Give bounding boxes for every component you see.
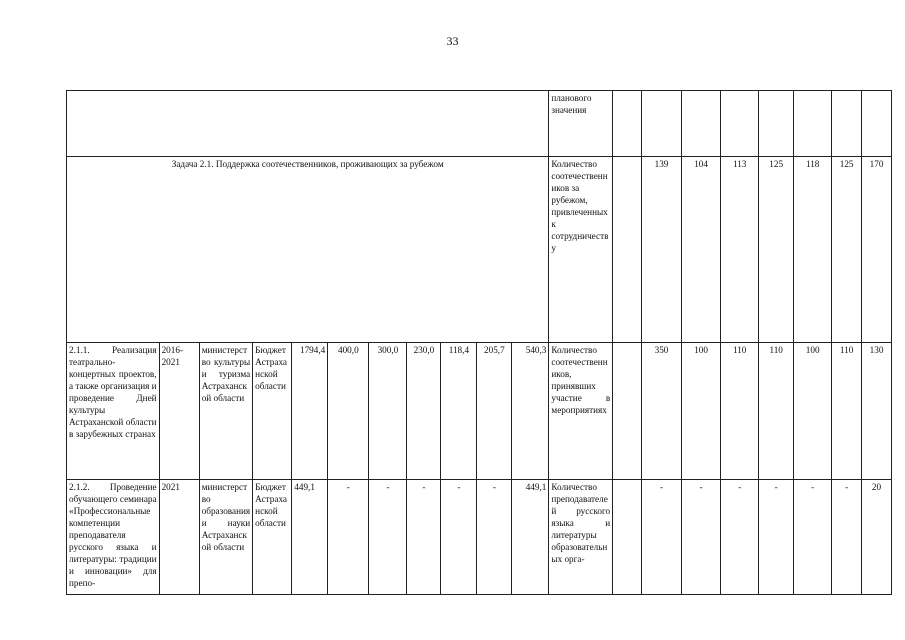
indicator-cell: Количество соотечественников, принявших участие в мероприятиях — [549, 343, 613, 480]
funding-cell: 540,3 — [512, 343, 549, 480]
executor-cell: министерство образования и науки Астраханской области — [199, 480, 252, 595]
value-cell — [759, 91, 794, 157]
value-cell — [682, 91, 721, 157]
value-cell: 20 — [862, 480, 892, 595]
indicator-cell: Количество соотечественников за рубежом, привлеченных к сотрудничеству — [549, 157, 613, 343]
table-row — [67, 343, 892, 480]
table-row — [67, 157, 892, 343]
funding-cell: - — [407, 480, 441, 595]
indicator-cell: планового значения — [549, 91, 613, 157]
indicator-cell: Количество преподавателей русского языка и литературы образовательных орга- — [549, 480, 613, 595]
value-cell: 100 — [794, 343, 832, 480]
value-cell: - — [682, 480, 721, 595]
value-cell: 110 — [759, 343, 794, 480]
source-cell: Бюджет Астраханской области — [253, 343, 292, 480]
value-cell — [641, 91, 681, 157]
value-cell: 110 — [721, 343, 759, 480]
program-table — [66, 90, 892, 595]
value-cell: 170 — [862, 157, 892, 343]
funding-cell: - — [328, 480, 369, 595]
period-cell: 2016-2021 — [159, 343, 199, 480]
source-cell: Бюджет Астраханской области — [253, 480, 292, 595]
value-cell — [721, 91, 759, 157]
value-cell: 118 — [794, 157, 832, 343]
empty-cell — [67, 91, 549, 157]
page-number: 33 — [446, 34, 459, 48]
value-cell — [794, 91, 832, 157]
funding-cell: 230,0 — [407, 343, 441, 480]
value-cell — [832, 91, 862, 157]
task-title: Задача 2.1. Поддержка соотечественников, проживающих за рубежом — [67, 157, 549, 343]
value-cell — [613, 480, 642, 595]
funding-cell: 205,7 — [477, 343, 512, 480]
funding-cell: 449,1 — [292, 480, 328, 595]
value-cell: 104 — [682, 157, 721, 343]
funding-cell: 400,0 — [328, 343, 369, 480]
value-cell: 113 — [721, 157, 759, 343]
funding-cell: 300,0 — [369, 343, 407, 480]
value-cell: - — [794, 480, 832, 595]
value-cell: - — [759, 480, 794, 595]
funding-cell: - — [441, 480, 477, 595]
executor-cell: министерство культуры и туризма Астраханской области — [199, 343, 252, 480]
value-cell: 100 — [682, 343, 721, 480]
value-cell: 125 — [759, 157, 794, 343]
value-cell: - — [832, 480, 862, 595]
funding-cell: 449,1 — [512, 480, 549, 595]
funding-cell: 118,4 — [441, 343, 477, 480]
measure-name: 2.1.2. Проведение обучающего семинара «Профессиональные компетенции преподавателя русского языка и литературы: традиции и инновации» для препо- — [67, 480, 160, 595]
funding-cell: - — [477, 480, 512, 595]
funding-cell: 1794,4 — [292, 343, 328, 480]
funding-cell: - — [369, 480, 407, 595]
value-cell: 139 — [641, 157, 681, 343]
value-cell — [862, 91, 892, 157]
value-cell — [613, 343, 642, 480]
table-row — [67, 480, 892, 595]
value-cell: 350 — [641, 343, 681, 480]
value-cell: - — [641, 480, 681, 595]
value-cell: 125 — [832, 157, 862, 343]
value-cell: - — [721, 480, 759, 595]
value-cell: 110 — [832, 343, 862, 480]
value-cell — [613, 157, 642, 343]
measure-name: 2.1.1. Реализация театрально-концертных проектов, а также организация и проведение Дней культуры Астраханской области в зарубежных странах — [67, 343, 160, 480]
period-cell: 2021 — [159, 480, 199, 595]
value-cell — [613, 91, 642, 157]
table-row — [67, 91, 892, 157]
value-cell: 130 — [862, 343, 892, 480]
